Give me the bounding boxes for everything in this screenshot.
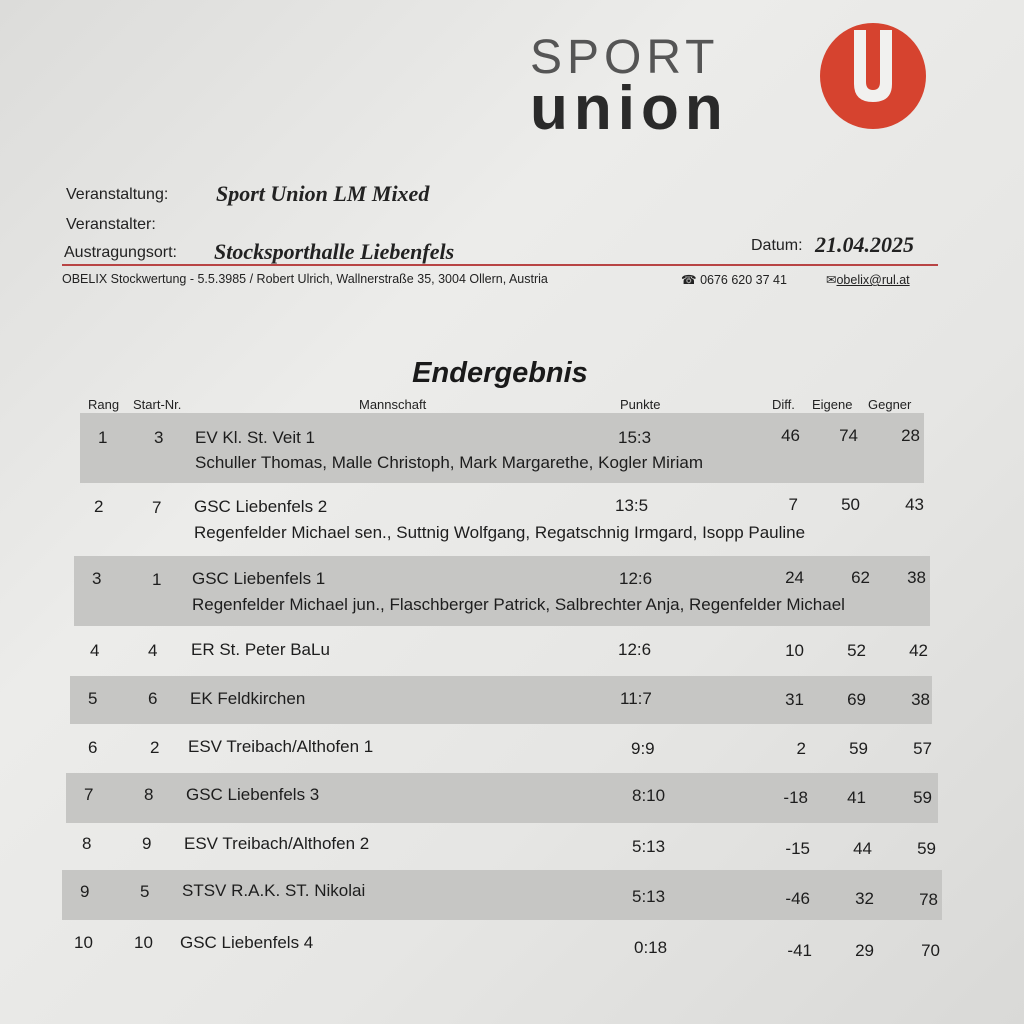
team-cell: STSV R.A.K. ST. Nikolai bbox=[182, 881, 366, 900]
rang-cell: 5 bbox=[88, 689, 98, 708]
table-row bbox=[62, 870, 942, 920]
punkte-cell: 5:13 bbox=[632, 887, 666, 906]
punkte-cell: 0:18 bbox=[634, 938, 668, 957]
gegner-cell: 38 bbox=[911, 690, 930, 709]
punkte-cell: 9:9 bbox=[631, 739, 655, 758]
veranstaltung-label: Veranstaltung: bbox=[66, 186, 169, 203]
col-gegner: Gegner bbox=[868, 397, 912, 412]
col-eigene: Eigene bbox=[812, 397, 853, 412]
start-cell: 5 bbox=[140, 882, 150, 901]
table-row bbox=[70, 676, 932, 724]
rang-cell: 9 bbox=[80, 882, 90, 901]
col-diff: Diff. bbox=[772, 397, 795, 412]
col-start: Start-Nr. bbox=[133, 397, 182, 412]
rang-cell: 8 bbox=[82, 834, 92, 853]
team-cell: GSC Liebenfels 3 bbox=[186, 785, 320, 804]
diff-cell: -41 bbox=[787, 941, 812, 960]
eigene-cell: 74 bbox=[839, 426, 858, 445]
table-row bbox=[74, 628, 930, 672]
diff-cell: 2 bbox=[796, 739, 806, 758]
gegner-cell: 38 bbox=[907, 568, 926, 587]
envelope-icon: ✉ bbox=[826, 273, 837, 287]
eigene-cell: 29 bbox=[855, 941, 874, 960]
punkte-cell: 13:5 bbox=[615, 496, 649, 515]
phone-icon: ☎ bbox=[681, 273, 697, 287]
col-punkte: Punkte bbox=[620, 397, 661, 412]
veranstaltung-value: Sport Union LM Mixed bbox=[216, 181, 430, 206]
rang-cell: 7 bbox=[84, 785, 94, 804]
gegner-cell: 42 bbox=[909, 641, 928, 660]
players-cell: Schuller Thomas, Malle Christoph, Mark Margarethe, Kogler Miriam bbox=[195, 453, 703, 472]
rang-cell: 1 bbox=[98, 428, 108, 447]
gegner-cell: 57 bbox=[913, 739, 932, 758]
diff-cell: 31 bbox=[785, 690, 804, 709]
start-cell: 6 bbox=[148, 689, 158, 708]
email-contact bbox=[826, 272, 910, 287]
logo-sport-text: SPORT bbox=[530, 31, 720, 84]
software-credit: OBELIX Stockwertung - 5.5.3985 / Robert Ulrich, Wallnerstraße 35, 3004 Ollern, Austria bbox=[62, 272, 548, 286]
header-rule bbox=[62, 264, 938, 266]
table-row bbox=[70, 726, 936, 772]
table-row bbox=[78, 486, 924, 552]
datum-label: Datum: bbox=[751, 237, 803, 254]
punkte-cell: 11:7 bbox=[620, 689, 652, 708]
rang-cell: 10 bbox=[74, 933, 93, 952]
col-mannschaft: Mannschaft bbox=[359, 397, 427, 412]
punkte-cell: 5:13 bbox=[632, 837, 666, 856]
diff-cell: -18 bbox=[783, 788, 808, 807]
diff-cell: 7 bbox=[788, 495, 798, 514]
col-rang: Rang bbox=[88, 397, 120, 412]
eigene-cell: 50 bbox=[841, 495, 860, 514]
players-cell: Regenfelder Michael sen., Suttnig Wolfgang, Regatschnig Irmgard, Isopp Pauline bbox=[194, 523, 806, 542]
players-cell: Regenfelder Michael jun., Flaschberger Patrick, Salbrechter Anja, Regenfelder Michael bbox=[192, 595, 845, 614]
punkte-cell: 15:3 bbox=[618, 428, 652, 447]
eigene-cell: 62 bbox=[851, 568, 870, 587]
gegner-cell: 59 bbox=[917, 839, 936, 858]
team-cell: ESV Treibach/Althofen 1 bbox=[188, 737, 374, 756]
datum-value: 21.04.2025 bbox=[815, 232, 914, 257]
team-cell: GSC Liebenfels 4 bbox=[180, 933, 314, 952]
diff-cell: 10 bbox=[785, 641, 804, 660]
rang-cell: 6 bbox=[88, 738, 98, 757]
phone-contact bbox=[681, 272, 787, 287]
sport-union-logo bbox=[530, 22, 950, 143]
table-row bbox=[74, 556, 930, 626]
rang-cell: 2 bbox=[94, 497, 104, 516]
austragungsort-label: Austragungsort: bbox=[64, 244, 177, 261]
start-cell: 10 bbox=[134, 933, 153, 952]
gegner-cell: 59 bbox=[913, 788, 932, 807]
team-cell: GSC Liebenfels 2 bbox=[194, 497, 328, 516]
diff-cell: 24 bbox=[785, 568, 804, 587]
start-cell: 3 bbox=[154, 428, 164, 447]
gegner-cell: 43 bbox=[905, 495, 924, 514]
rang-cell: 4 bbox=[90, 641, 100, 660]
gegner-cell: 70 bbox=[921, 941, 940, 960]
team-cell: GSC Liebenfels 1 bbox=[192, 569, 326, 588]
diff-cell: -46 bbox=[785, 889, 810, 908]
punkte-cell: 8:10 bbox=[632, 786, 666, 805]
austragungsort-value: Stocksporthalle Liebenfels bbox=[214, 239, 455, 264]
start-cell: 1 bbox=[152, 570, 162, 589]
gegner-cell: 28 bbox=[901, 426, 920, 445]
punkte-cell: 12:6 bbox=[619, 569, 653, 588]
eigene-cell: 59 bbox=[849, 739, 868, 758]
veranstalter-label: Veranstalter: bbox=[66, 216, 156, 233]
rang-cell: 3 bbox=[92, 569, 102, 588]
team-cell: ER St. Peter BaLu bbox=[191, 640, 330, 659]
start-cell: 4 bbox=[148, 641, 158, 660]
start-cell: 8 bbox=[144, 785, 154, 804]
eigene-cell: 44 bbox=[853, 839, 872, 858]
gegner-cell: 78 bbox=[919, 890, 938, 909]
start-cell: 9 bbox=[142, 834, 152, 853]
start-cell: 7 bbox=[152, 498, 162, 517]
eigene-cell: 52 bbox=[847, 641, 866, 660]
page-title: Endergebnis bbox=[412, 357, 588, 389]
start-cell: 2 bbox=[150, 738, 160, 757]
diff-cell: -15 bbox=[785, 839, 810, 858]
union-u-icon bbox=[814, 22, 932, 130]
diff-cell: 46 bbox=[781, 426, 800, 445]
eigene-cell: 69 bbox=[847, 690, 866, 709]
punkte-cell: 12:6 bbox=[618, 640, 652, 659]
table-row bbox=[66, 773, 938, 823]
table-row bbox=[62, 922, 946, 972]
logo-union-text: union bbox=[530, 74, 729, 143]
team-cell: EV Kl. St. Veit 1 bbox=[195, 428, 316, 447]
team-cell: EK Feldkirchen bbox=[190, 689, 306, 708]
email-address: obelix@rul.at bbox=[836, 273, 910, 287]
phone-number: 0676 620 37 41 bbox=[700, 273, 787, 287]
eigene-cell: 32 bbox=[855, 889, 874, 908]
table-row bbox=[80, 413, 924, 483]
team-cell: ESV Treibach/Althofen 2 bbox=[184, 834, 370, 853]
table-row bbox=[66, 823, 940, 869]
eigene-cell: 41 bbox=[847, 788, 866, 807]
